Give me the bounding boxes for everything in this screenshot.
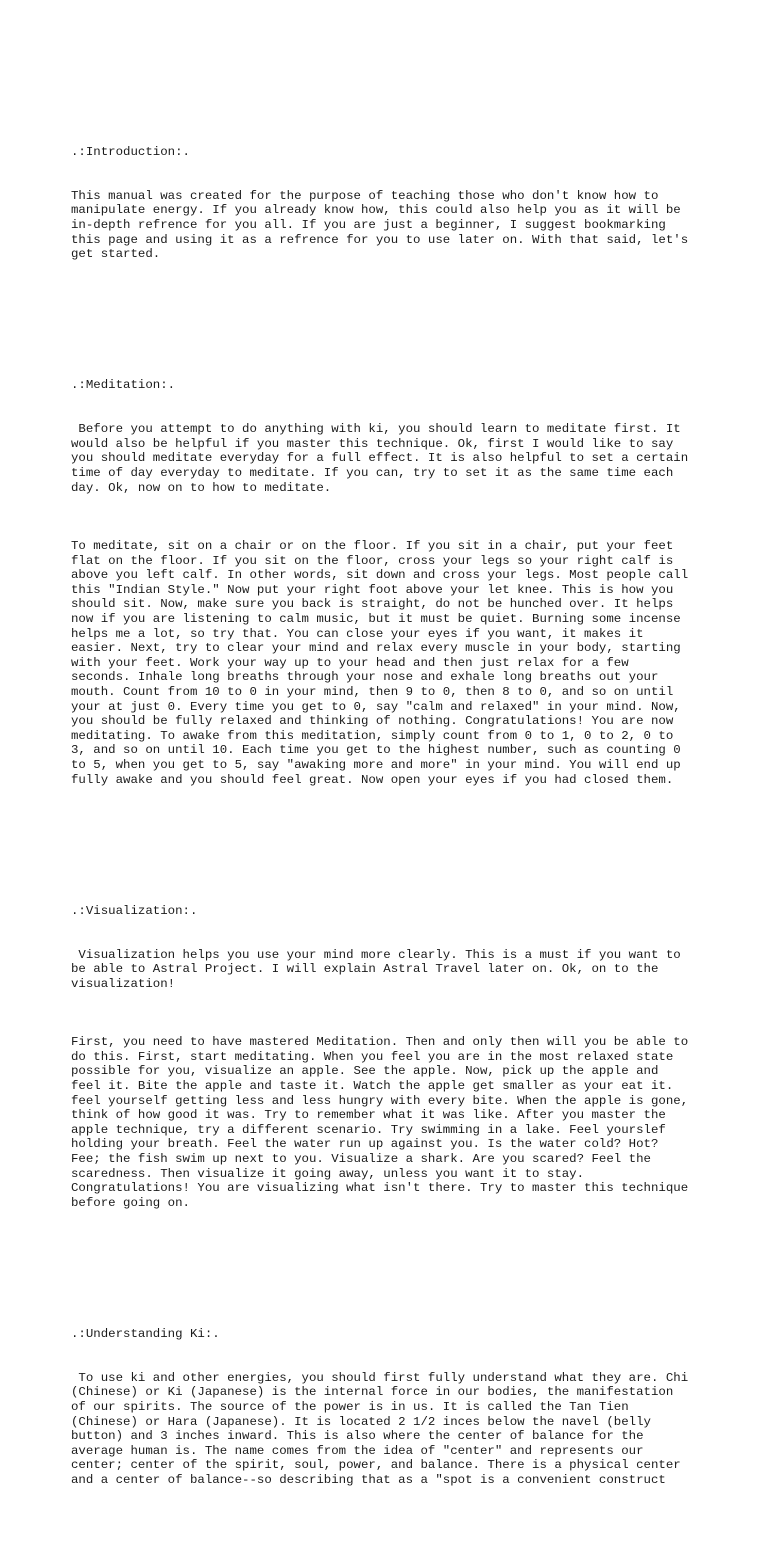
section-heading: .:Visualization:. — [71, 903, 198, 918]
section-meditation — [71, 349, 711, 816]
section-introduction — [71, 116, 711, 291]
paragraph: Visualization helps you use your mind more clearly. This is a must if you want to be able to Astral Project. I will explain Astral Travel later on. Ok, on to the visualization! — [71, 947, 681, 991]
section-heading: .:Meditation:. — [71, 378, 176, 393]
section-heading: .:Introduction:. — [71, 144, 190, 159]
paragraph: First, you need to have mastered Meditation. Then and only then will you be able to do this. First, start meditating. When you feel you are in the most relaxed state possible for you, visualize an apple. See the apple. Now, pick up the apple and feel it. Bite the apple and taste it. Watch the apple get smaller as your eat it. feel yourself getting less and less hungry with every bite. When the apple is gone, think of how good it was. Try to remember what it was like. After you master the apple technique, try a different scenario. Try swimming in a lake. Feel yourslef holding your breath. Feel the water run up against you. Is the water cold? Hot? Fee; the fish swim up next to you. Visualize a shark. Are you scared? Feel the scaredness. Then visualize it going away, unless you want it to stay. Congratulations! You are visualizing what isn't there. Try to master this technique before going on. — [71, 1035, 689, 1210]
paragraph: To use ki and other energies, you should first fully understand what they are. Chi (Chinese) or Ki (Japanese) is the internal force in our bodies, the manifestation of our spirits. The source of the power is in us. It is called the Tan Tien (Chinese) or Hara (Japanese). It is located 2 1/2 inces below the navel (belly button) and 3 inches inward. This is also where the center of balance for the average human is. The name comes from the idea of "center" and represents our center; center of the spirit, soul, power, and balance. There is a physical center and a center of balance--so describing that as a "spot is a convenient construct — [71, 1370, 689, 1487]
document-page — [71, 72, 711, 1561]
section-heading: .:Understanding Ki:. — [71, 1327, 220, 1342]
paragraph: To meditate, sit on a chair or on the floor. If you sit in a chair, put your feet flat on the floor. If you sit on the floor, cross your legs so your right calf is above you left calf. In other words, sit down and cross your legs. Most people call this "Indian Style." Now put your right foot above your let knee. This is how you should sit. Now, make sure you back is straight, do not be hunched over. It helps now if you are listening to calm music, but it must be quiet. Burning some incense helps me a lot, so try that. You can close your eyes if you want, it makes it easier. Next, try to clear your mind and relax every muscle in your body, starting with your feet. Work your way up to your head and then just relax for a few seconds. Inhale long breaths through your nose and exhale long breaths out your mouth. Count from 10 to 0 in your mind, then 9 to 0, then 8 to 0, and so on until your at just 0. Every time you get to 0, say "calm and relaxed" in your mind. Now, you should be fully relaxed and thinking of nothing. Congratulations! You are now meditating. To awake from this meditation, simply count from 0 to 1, 0 to 2, 0 to 3, and so on until 10. Each time you get to the highest number, such as counting 0 to 5, when you get to 5, say "awaking more and more" in your mind. You will end up fully awake and you should feel great. Now open your eyes if you had closed them. — [71, 539, 689, 787]
paragraph: Before you attempt to do anything with ki, you should learn to meditate first. It would also be helpful if you master this technique. Ok, first I would like to say you should meditate everyday for a full effect. It is also helpful to set a certain time of day everyday to meditate. If you can, try to set it as the same time each day. Ok, now on to how to meditate. — [71, 422, 689, 495]
paragraph: This manual was created for the purpose of teaching those who don't know how to manipulate energy. If you already know how, this could also help you as it will be in-depth refrence for you all. If you are just a beginner, I suggest bookmarking this page and using it as a refrence for you to use later on. With that said, let's get started. — [71, 188, 689, 262]
section-visualization — [71, 875, 711, 1240]
section-understanding-ki — [71, 1298, 711, 1517]
